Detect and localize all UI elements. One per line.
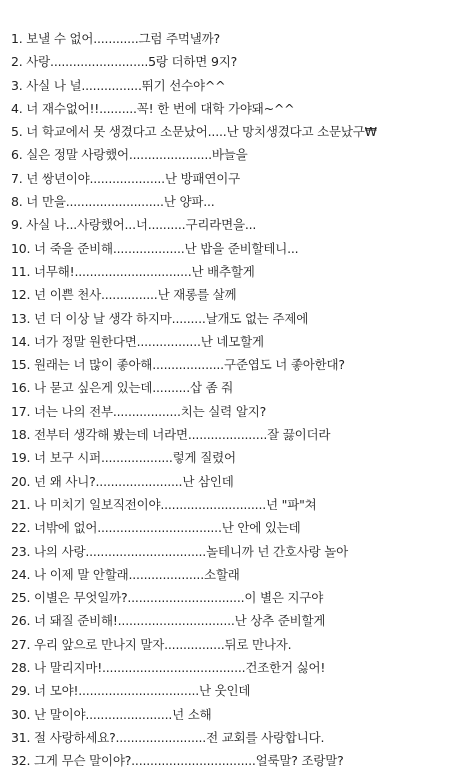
list-item: 14. 너가 정말 원한다면.................난 네모할게 — [11, 333, 264, 349]
list-item: 18. 전부터 생각해 봤는데 너라면.....................잘 끓이더라 — [11, 427, 331, 443]
list-item: 11. 너무해!...............................난 배추할게 — [11, 263, 255, 279]
list-item: 28. 나 말리지마!......................................건조한거 싫어! — [11, 660, 326, 676]
list-item: 13. 넌 더 이상 날 생각 하지마.........날개도 없는 주제에 — [11, 310, 309, 326]
list-item: 30. 난 말이야.......................넌 소해 — [11, 706, 212, 722]
pun-list — [11, 27, 377, 773]
list-item: 25. 이별은 무엇일까?...............................이 별은 지구야 — [11, 590, 324, 606]
list-item: 12. 넌 이쁜 천사...............난 재롱를 살께 — [11, 287, 237, 303]
list-item: 16. 나 묻고 싶은게 있는데..........삽 좀 줘 — [11, 380, 234, 396]
list-item: 23. 나의 사랑................................놀테니까 넌 간호사랑 놀아 — [11, 543, 349, 559]
list-item: 6. 실은 정말 사랑했어......................바늘을 — [11, 147, 248, 163]
list-item: 2. 사랑..........................5랑 더하면 9지? — [11, 54, 238, 70]
list-item: 19. 너 보구 시퍼...................렇게 질렸어 — [11, 450, 236, 466]
list-item: 20. 넌 왜 사니?.......................난 삼인데 — [11, 473, 234, 489]
list-item: 10. 너 죽을 준비해...................난 밥을 준비할테니... — [11, 240, 299, 256]
list-item: 4. 너 재수없어!!..........꼭! 한 번에 대학 가야돼~^^ — [11, 100, 295, 116]
list-item: 9. 사실 나...사랑했어...너..........구리라면을... — [11, 217, 257, 233]
list-item: 32. 그게 무슨 말이야?.................................얼룩말? 조랑말? — [11, 753, 344, 769]
list-item: 22. 너밖에 없어.................................난 안에 있는데 — [11, 520, 301, 536]
list-item: 3. 사실 나 널................뛰기 선수야^^ — [11, 77, 226, 93]
list-item: 29. 너 모야!................................난 웃인데 — [11, 683, 251, 699]
list-item: 7. 넌 쌍년이야....................난 방패연이구 — [11, 170, 240, 186]
list-item: 17. 너는 나의 전부..................치는 실력 알지? — [11, 403, 267, 419]
list-item: 24. 나 이제 말 안할래....................소할래 — [11, 566, 240, 582]
list-item: 5. 너 학교에서 못 생겼다고 소문났어.....난 망치생겼다고 소문났구₩ — [11, 124, 377, 140]
list-item: 1. 보낼 수 없어............그럼 주먹낼까? — [11, 31, 220, 46]
list-item: 31. 절 사랑하세요?........................전 교회를 사랑합니다. — [11, 729, 325, 745]
list-item: 8. 너 만을..........................난 양파... — [11, 194, 215, 210]
list-item: 27. 우리 앞으로 만나지 말자................뒤로 만나자. — [11, 636, 292, 652]
list-item: 21. 나 미치기 일보직전이야............................넌 "파"쳐 — [11, 496, 317, 512]
list-item: 15. 원래는 너 많이 좋아해...................구준엽도 너 좋아한대? — [11, 357, 345, 373]
list-item: 26. 너 돼질 준비해!...............................난 상추 준비할게 — [11, 613, 326, 629]
